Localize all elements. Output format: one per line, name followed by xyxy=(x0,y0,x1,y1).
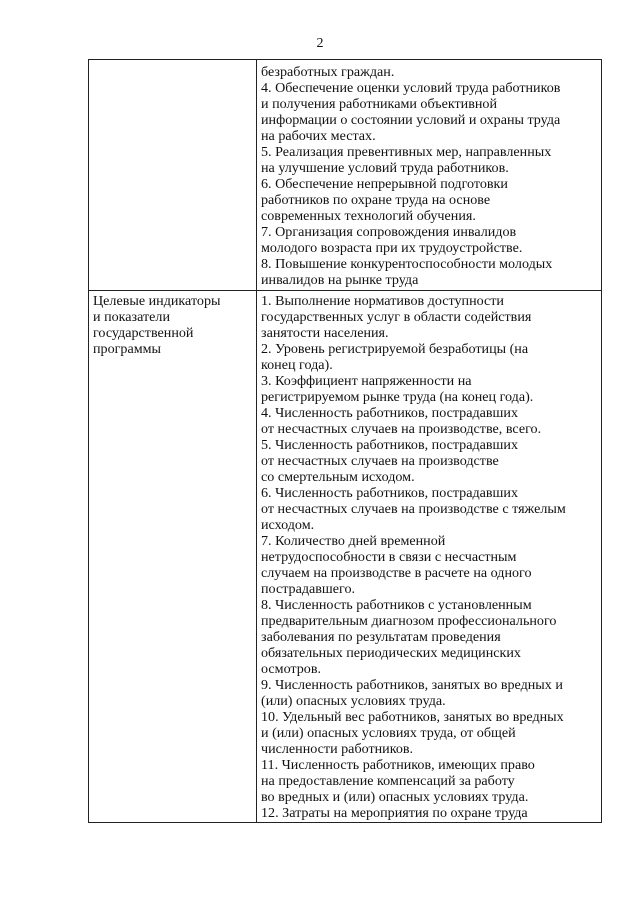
text-line: на рабочих местах. xyxy=(261,128,376,144)
page-number: 2 xyxy=(316,36,324,51)
text-line: 5. Реализация превентивных мер, направленных xyxy=(261,144,552,160)
text-line: исходом. xyxy=(261,517,315,533)
text-line: и (или) опасных условиях труда, от общей xyxy=(261,725,516,741)
program-passport-table xyxy=(88,59,602,823)
row1-label-cell xyxy=(89,60,257,291)
text-line: 4. Численность работников, пострадавших xyxy=(261,405,518,421)
text-line: осмотров. xyxy=(261,661,322,677)
label-line: государственной xyxy=(93,325,194,341)
text-line: 5. Численность работников, пострадавших xyxy=(261,437,518,453)
row1-content-cell xyxy=(257,60,602,291)
text-line: 6. Обеспечение непрерывной подготовки xyxy=(261,176,508,192)
text-line: на предоставление компенсаций за работу xyxy=(261,773,515,789)
text-line: от несчастных случаев на производстве с тяжелым xyxy=(261,501,566,517)
text-line: 7. Количество дней временной xyxy=(261,533,446,549)
text-line: информации о состоянии условий и охраны труда xyxy=(261,112,561,128)
text-line: современных технологий обучения. xyxy=(261,208,476,224)
text-line: конец года). xyxy=(261,357,333,373)
text-line: 2. Уровень регистрируемой безработицы (на xyxy=(261,341,529,357)
text-line: со смертельным исходом. xyxy=(261,469,415,485)
text-line: 10. Удельный вес работников, занятых во вредных xyxy=(261,709,564,725)
text-line: и получения работниками объективной xyxy=(261,96,497,112)
text-line: занятости населения. xyxy=(261,325,389,341)
text-line: численности работников. xyxy=(261,741,414,757)
row2-content-cell xyxy=(257,291,602,823)
text-line: 4. Обеспечение оценки условий труда работников xyxy=(261,80,561,96)
text-line: обязательных периодических медицинских xyxy=(261,645,521,661)
text-line: нетрудоспособности в связи с несчастным xyxy=(261,549,517,565)
text-line: 8. Повышение конкурентоспособности молодых xyxy=(261,256,553,272)
text-line: безработных граждан. xyxy=(261,64,395,80)
table-row xyxy=(89,60,602,291)
text-line: от несчастных случаев на производстве, всего. xyxy=(261,421,542,437)
text-line: 3. Коэффициент напряженности на xyxy=(261,373,472,389)
text-line: предварительным диагнозом профессионального xyxy=(261,613,557,629)
text-line: пострадавшего. xyxy=(261,581,356,597)
label-line: Целевые индикаторы xyxy=(93,293,221,309)
text-line: регистрируемом рынке труда (на конец года). xyxy=(261,389,534,405)
text-line: молодого возраста при их трудоустройстве. xyxy=(261,240,523,256)
row2-label-cell xyxy=(89,291,257,823)
text-line: 12. Затраты на мероприятия по охране труда xyxy=(261,805,528,821)
text-line: 6. Численность работников, пострадавших xyxy=(261,485,518,501)
text-line: 9. Численность работников, занятых во вредных и xyxy=(261,677,563,693)
text-line: во вредных и (или) опасных условиях труда. xyxy=(261,789,529,805)
text-line: (или) опасных условиях труда. xyxy=(261,693,446,709)
text-line: 7. Организация сопровождения инвалидов xyxy=(261,224,517,240)
text-line: 8. Численность работников с установленным xyxy=(261,597,532,613)
text-line: 11. Численность работников, имеющих право xyxy=(261,757,535,773)
text-line: заболевания по результатам проведения xyxy=(261,629,501,645)
label-line: и показатели xyxy=(93,309,170,325)
text-line: случаем на производстве в расчете на одного xyxy=(261,565,532,581)
text-line: от несчастных случаев на производстве xyxy=(261,453,499,469)
text-line: работников по охране труда на основе xyxy=(261,192,491,208)
text-line: инвалидов на рынке труда xyxy=(261,272,419,288)
text-line: 1. Выполнение нормативов доступности xyxy=(261,293,504,309)
label-line: программы xyxy=(93,341,162,357)
text-line: государственных услуг в области содействия xyxy=(261,309,532,325)
table-row xyxy=(89,291,602,823)
text-line: на улучшение условий труда работников. xyxy=(261,160,509,176)
